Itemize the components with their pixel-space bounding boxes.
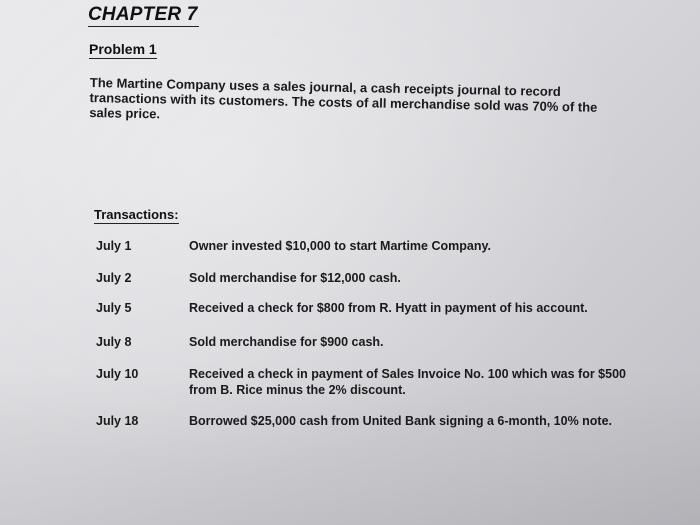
transaction-description: Owner invested $10,000 to start Martime Company. [189, 239, 491, 253]
problem-intro-text: The Martine Company uses a sales journal, a cash receipts journal to record transactions with its customers. The costs of all merchandise sold was 70% of the sales price. [89, 75, 598, 122]
transaction-date: July 10 [96, 367, 139, 381]
transaction-date: July 8 [96, 335, 132, 349]
transaction-description: Received a check for $800 from R. Hyatt in payment of his account. [189, 301, 588, 315]
transaction-date: July 1 [96, 239, 132, 253]
transaction-date: July 18 [96, 414, 139, 428]
transaction-description: Borrowed $25,000 cash from United Bank signing a 6-month, 10% note. [189, 414, 613, 428]
transaction-description: Sold merchandise for $900 cash. [189, 335, 384, 349]
chapter-title: CHAPTER 7 [88, 4, 198, 25]
transaction-date: July 2 [96, 271, 132, 285]
transaction-date: July 5 [96, 301, 132, 315]
transactions-heading: Transactions: [94, 207, 179, 222]
transaction-description: Sold merchandise for $12,000 cash. [189, 271, 401, 285]
transaction-description: Received a check in payment of Sales Invoice No. 100 which was for $500 from B. Rice minus the 2% discount. [189, 367, 626, 397]
problem-title: Problem 1 [89, 41, 157, 57]
